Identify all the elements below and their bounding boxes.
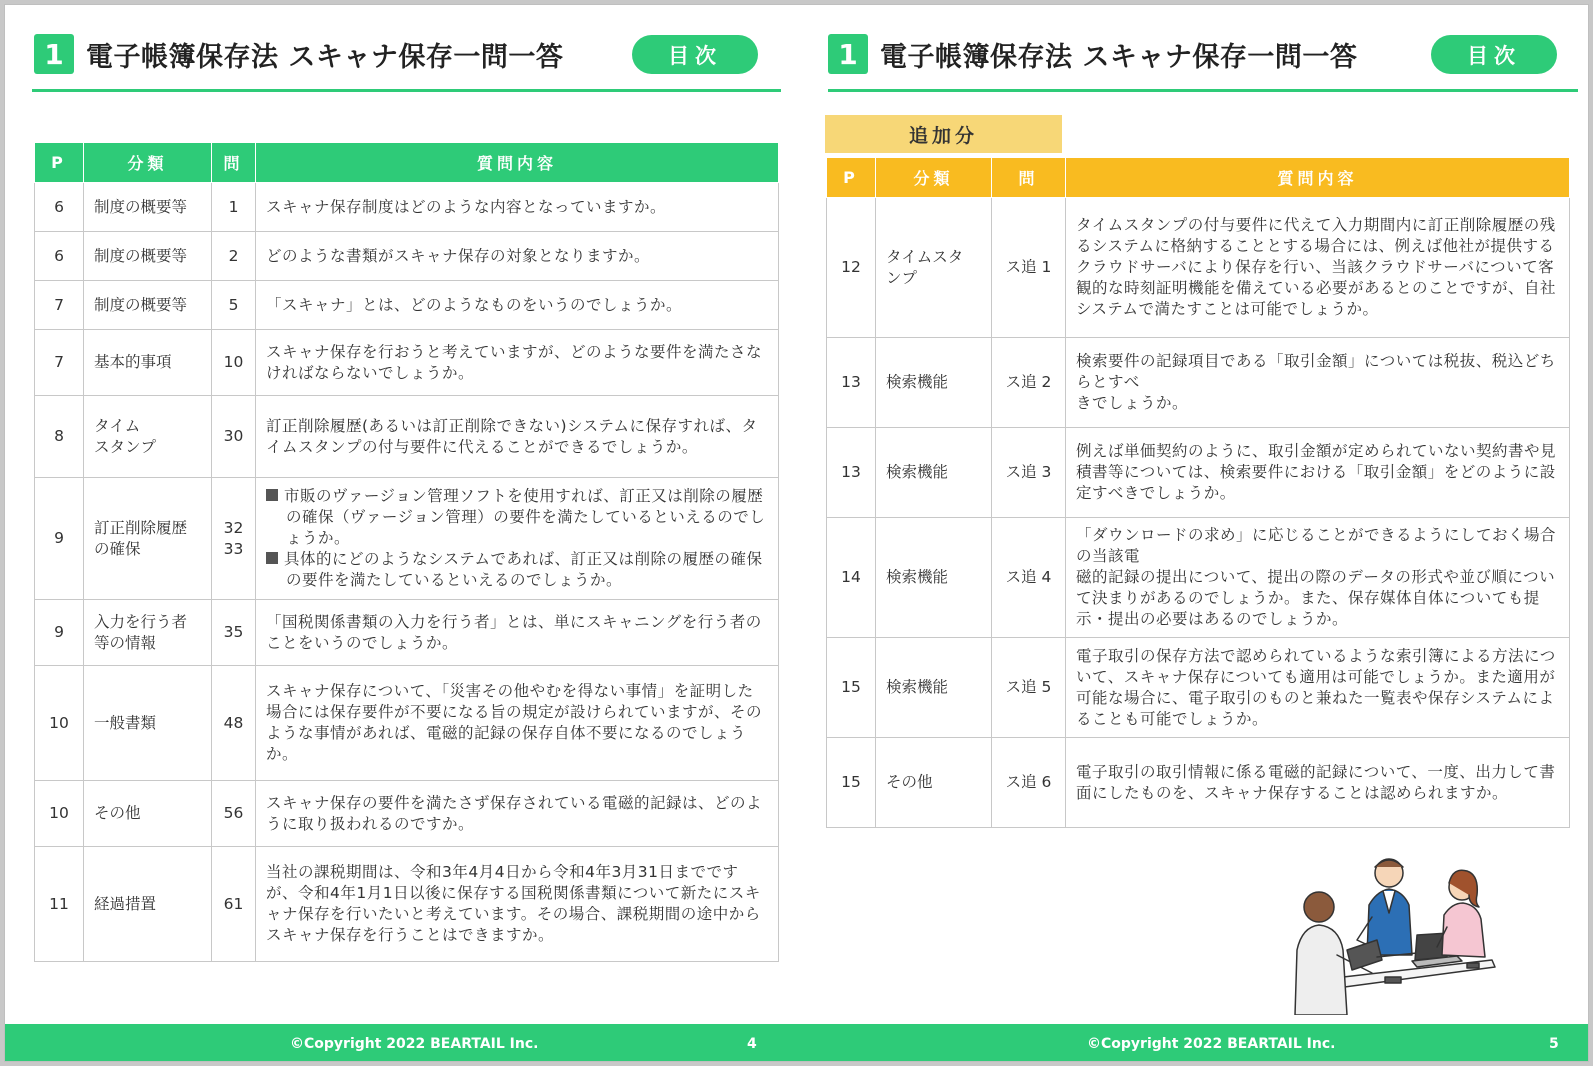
page-title: 電子帳簿保存法 スキャナ保存一問一答 bbox=[86, 41, 564, 73]
people-meeting-illustration bbox=[1277, 855, 1502, 1015]
cell-question-no: ス追 2 bbox=[992, 338, 1066, 428]
cell-question: 「ダウンロードの求め」に応じることができるようにしておく場合の当該電 磁的記録の提出について、提出の際のデータの形式や並び順について決まりがあるのでしょうか。また、保存媒体自体についても提示・提出の必要はあるのでしょうか。 bbox=[1066, 518, 1570, 638]
cell-question bbox=[256, 478, 779, 600]
cell-page: 9 bbox=[35, 478, 84, 600]
cell-question-no: 56 bbox=[212, 781, 256, 847]
header-divider bbox=[32, 89, 781, 92]
cell-category: 制度の概要等 bbox=[84, 232, 212, 281]
cell-page: 15 bbox=[827, 738, 876, 828]
page-right bbox=[797, 5, 1589, 1061]
cell-category: 制度の概要等 bbox=[84, 183, 212, 232]
col-header-page: P bbox=[35, 143, 84, 183]
cell-question: 「スキャナ」とは、どのようなものをいうのでしょうか。 bbox=[256, 281, 779, 330]
col-header-category: 分類 bbox=[84, 143, 212, 183]
cell-category: 訂正削除履歴 の確保 bbox=[84, 478, 212, 600]
col-header-category: 分類 bbox=[876, 158, 992, 198]
cell-question-no: ス追 5 bbox=[992, 638, 1066, 738]
table-header-row bbox=[827, 158, 1570, 198]
toc-button[interactable]: 目次 bbox=[1431, 35, 1557, 74]
page-header bbox=[828, 29, 1357, 79]
cell-question-no: 32 33 bbox=[212, 478, 256, 600]
copyright-text: ©Copyright 2022 BEARTAIL Inc. bbox=[290, 1036, 539, 1052]
cell-question: 当社の課税期間は、令和3年4月4日から令和4年3月31日までですが、令和4年1月1日以後に保存する国税関係書類について新たにスキャナ保存を行いたいと考えています。その場合、課税期間の途中からスキャナ保存を行うことはできますか。 bbox=[256, 847, 779, 962]
cell-page: 13 bbox=[827, 428, 876, 518]
table-row[interactable] bbox=[35, 232, 779, 281]
cell-page: 11 bbox=[35, 847, 84, 962]
header-divider bbox=[828, 89, 1578, 92]
cell-question: 「国税関係書類の入力を行う者」とは、単にスキャニングを行う者のことをいうのでしょうか。 bbox=[256, 600, 779, 666]
cell-category: 検索機能 bbox=[876, 428, 992, 518]
cell-question: タイムスタンプの付与要件に代えて入力期間内に訂正削除履歴の残るシステムに格納することとする場合には、例えば他社が提供するクラウドサーバにより保存を行い、当該クラウドサーバについて客観的な時刻証明機能を備えている必要があるとのことですが、自社システムで満たすことは可能でしょうか。 bbox=[1066, 198, 1570, 338]
cell-category: その他 bbox=[84, 781, 212, 847]
cell-question: スキャナ保存制度はどのような内容となっていますか。 bbox=[256, 183, 779, 232]
table-row[interactable] bbox=[827, 518, 1570, 638]
cell-category: 基本的事項 bbox=[84, 330, 212, 396]
col-header-question: 質問内容 bbox=[1066, 158, 1570, 198]
page-title: 電子帳簿保存法 スキャナ保存一問一答 bbox=[880, 41, 1358, 73]
square-bullet-icon bbox=[266, 489, 278, 501]
table-row[interactable] bbox=[35, 330, 779, 396]
cell-question-no: 10 bbox=[212, 330, 256, 396]
table-header-row bbox=[35, 143, 779, 183]
cell-category: 検索機能 bbox=[876, 518, 992, 638]
page-number: 4 bbox=[747, 1036, 757, 1052]
cell-category: 一般書類 bbox=[84, 666, 212, 781]
cell-question-no: 35 bbox=[212, 600, 256, 666]
cell-question: どのような書類がスキャナ保存の対象となりますか。 bbox=[256, 232, 779, 281]
cell-question: スキャナ保存について、「災害その他やむを得ない事情」を証明した場合には保存要件が不要になる旨の規定が設けられていますが、そのような事情があれば、電磁的記録の保存自体不要になるのでしょうか。 bbox=[256, 666, 779, 781]
cell-question-no: 30 bbox=[212, 396, 256, 478]
cell-question-no: 2 bbox=[212, 232, 256, 281]
page-left bbox=[5, 5, 797, 1061]
table-row[interactable] bbox=[827, 428, 1570, 518]
cell-question-no: ス追 1 bbox=[992, 198, 1066, 338]
qa-table bbox=[34, 142, 779, 962]
qa-table-added bbox=[826, 157, 1570, 828]
cell-category: 入力を行う者 等の情報 bbox=[84, 600, 212, 666]
cell-category: 制度の概要等 bbox=[84, 281, 212, 330]
table-row[interactable] bbox=[35, 281, 779, 330]
question-bullet bbox=[266, 549, 768, 591]
cell-page: 10 bbox=[35, 781, 84, 847]
square-bullet-icon bbox=[266, 552, 278, 564]
cell-category: 検索機能 bbox=[876, 638, 992, 738]
col-header-question-no: 問 bbox=[992, 158, 1066, 198]
added-section-label: 追加分 bbox=[825, 115, 1062, 153]
table-row[interactable] bbox=[35, 666, 779, 781]
page-footer bbox=[5, 1024, 797, 1062]
page-footer bbox=[797, 1024, 1589, 1062]
col-header-question-no: 問 bbox=[212, 143, 256, 183]
toc-button[interactable]: 目次 bbox=[632, 35, 758, 74]
table-row[interactable] bbox=[827, 638, 1570, 738]
table-row[interactable] bbox=[827, 338, 1570, 428]
cell-question-no: ス追 3 bbox=[992, 428, 1066, 518]
table-row[interactable] bbox=[35, 396, 779, 478]
cell-category: タイム スタンプ bbox=[84, 396, 212, 478]
cell-category: 検索機能 bbox=[876, 338, 992, 428]
cell-question: 訂正削除履歴(あるいは訂正削除できない)システムに保存すれば、タイムスタンプの付与要件に代えることができるでしょうか。 bbox=[256, 396, 779, 478]
cell-question: スキャナ保存の要件を満たさず保存されている電磁的記録は、どのように取り扱われるのですか。 bbox=[256, 781, 779, 847]
cell-question: 検索要件の記録項目である「取引金額」については税抜、税込どちらとすべ きでしょうか。 bbox=[1066, 338, 1570, 428]
cell-page: 15 bbox=[827, 638, 876, 738]
copyright-text: ©Copyright 2022 BEARTAIL Inc. bbox=[1087, 1036, 1336, 1052]
cell-page: 6 bbox=[35, 183, 84, 232]
cell-page: 14 bbox=[827, 518, 876, 638]
question-text: 具体的にどのようなシステムであれば、訂正又は削除の履歴の確保の要件を満たしているといえるのでしょうか。 bbox=[284, 550, 763, 589]
cell-question-no: 5 bbox=[212, 281, 256, 330]
cell-question-no: 61 bbox=[212, 847, 256, 962]
question-bullet bbox=[266, 486, 768, 549]
cell-page: 13 bbox=[827, 338, 876, 428]
col-header-page: P bbox=[827, 158, 876, 198]
cell-category: タイムスタ ンプ bbox=[876, 198, 992, 338]
section-number-badge: 1 bbox=[34, 34, 74, 74]
cell-page: 8 bbox=[35, 396, 84, 478]
cell-category: その他 bbox=[876, 738, 992, 828]
cell-question: 電子取引の取引情報に係る電磁的記録について、一度、出力して書面にしたものを、スキャナ保存することは認められますか。 bbox=[1066, 738, 1570, 828]
cell-page: 10 bbox=[35, 666, 84, 781]
document-spread bbox=[4, 4, 1589, 1062]
cell-page: 12 bbox=[827, 198, 876, 338]
table-row[interactable] bbox=[35, 847, 779, 962]
col-header-question: 質問内容 bbox=[256, 143, 779, 183]
cell-question-no: ス追 4 bbox=[992, 518, 1066, 638]
cell-page: 7 bbox=[35, 281, 84, 330]
cell-page: 9 bbox=[35, 600, 84, 666]
page-header bbox=[34, 29, 563, 79]
cell-question-no: 1 bbox=[212, 183, 256, 232]
cell-page: 7 bbox=[35, 330, 84, 396]
table-row[interactable] bbox=[35, 183, 779, 232]
cell-question: 例えば単価契約のように、取引金額が定められていない契約書や見積書等については、検索要件における「取引金額」をどのように設定すべきでしょうか。 bbox=[1066, 428, 1570, 518]
cell-category: 経過措置 bbox=[84, 847, 212, 962]
cell-question: スキャナ保存を行おうと考えていますが、どのような要件を満たさなければならないでしょうか。 bbox=[256, 330, 779, 396]
table-row[interactable] bbox=[35, 781, 779, 847]
table-row[interactable] bbox=[35, 478, 779, 600]
cell-question-no: ス追 6 bbox=[992, 738, 1066, 828]
cell-question-no: 48 bbox=[212, 666, 256, 781]
table-row[interactable] bbox=[35, 600, 779, 666]
page-number: 5 bbox=[1549, 1036, 1559, 1052]
table-row[interactable] bbox=[827, 198, 1570, 338]
table-row[interactable] bbox=[827, 738, 1570, 828]
question-text: 市販のヴァージョン管理ソフトを使用すれば、訂正又は削除の履歴の確保（ヴァージョン管理）の要件を満たしているといえるのでしょうか。 bbox=[284, 487, 766, 547]
cell-page: 6 bbox=[35, 232, 84, 281]
cell-question: 電子取引の保存方法で認められているような索引簿による方法について、スキャナ保存についても適用は可能でしょうか。また適用が可能な場合に、電子取引のものと兼ねた一覧表や保存システムによることも可能でしょうか。 bbox=[1066, 638, 1570, 738]
section-number-badge: 1 bbox=[828, 34, 868, 74]
